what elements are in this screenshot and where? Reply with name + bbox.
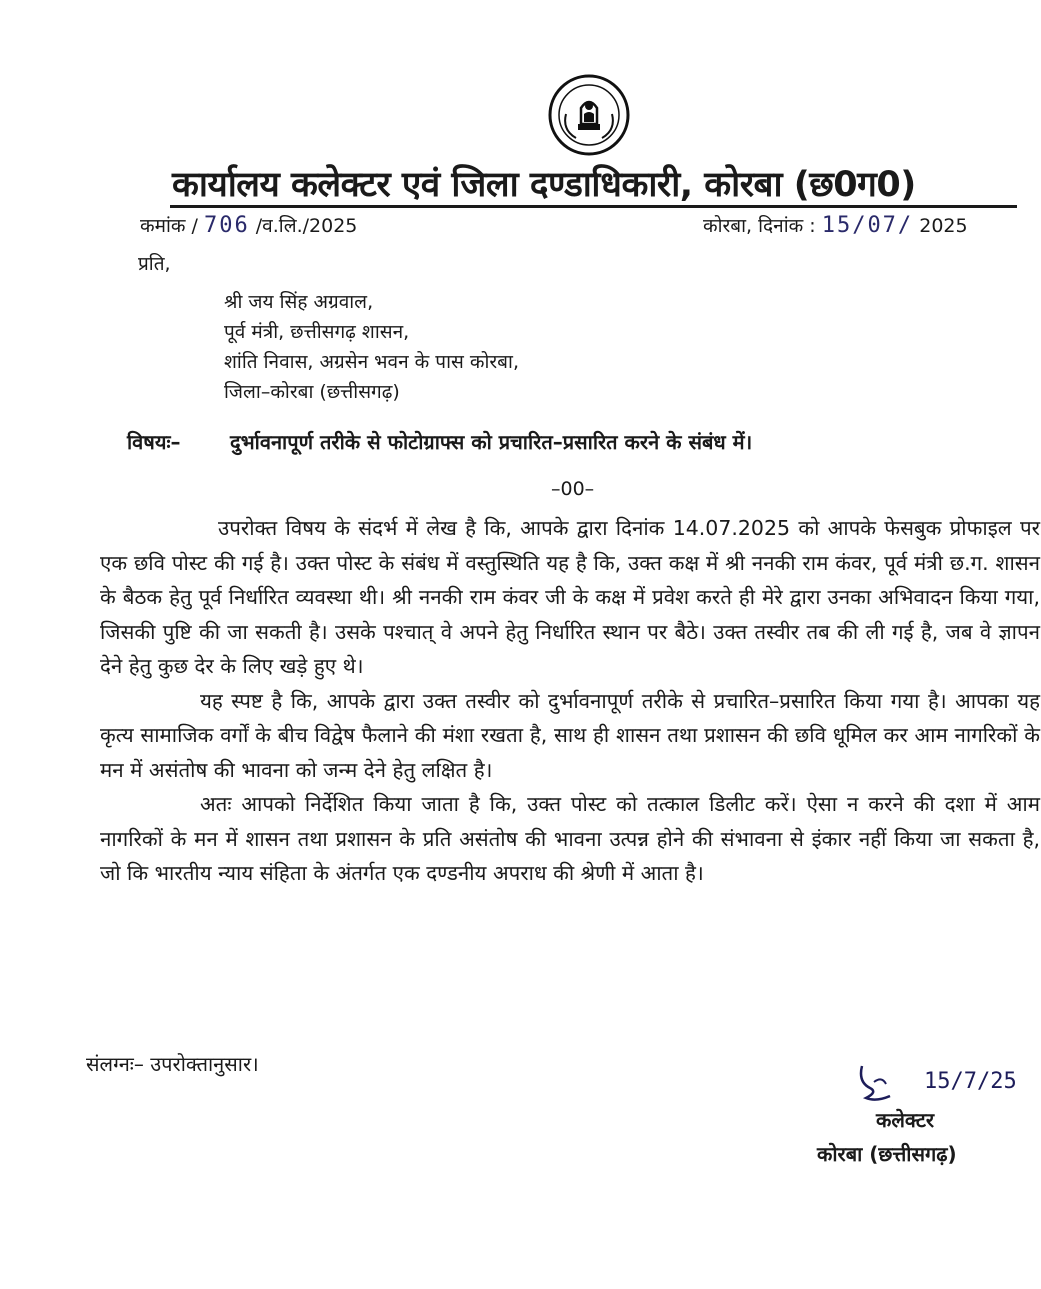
subject-label: विषयः– [127, 430, 181, 454]
place-label: कोरबा, दिनांक : [703, 215, 816, 237]
enclosure-note: संलग्नः– उपरोक्तानुसार। [86, 1052, 259, 1076]
reference-date [703, 212, 968, 238]
state-emblem-icon [548, 74, 630, 156]
signature-icon [856, 1052, 1036, 1112]
recipient-address [224, 287, 519, 407]
address-line: पूर्व मंत्री, छत्तीसगढ़ शासन, [224, 321, 410, 343]
letter-body [100, 511, 1040, 891]
section-divider: –00– [551, 478, 595, 500]
signatory-place: कोरबा (छत्तीसगढ़) [817, 1142, 957, 1166]
body-paragraph: उपरोक्त विषय के संदर्भ में लेख है कि, आपके द्वारा दिनांक 14.07.2025 को आपके फेसबुक प्रोफाइल पर एक छवि पोस्ट की गई है। उक्त पोस्ट के संबंध में वस्तुस्थिति यह है कि, उक्त कक्ष में श्री ननकी राम कंवर, पूर्व मंत्री छ.ग. शासन के बैठक हेतु पूर्व निर्धारित व्यवस्था थी। श्री ननकी राम कंवर जी के कक्ष में प्रवेश करते ही मेरे द्वारा उनका अभिवादन किया गया, जिसकी पुष्टि की जा सकती है। उसके पश्चात् वे अपने हेतु निर्धारित स्थान पर बैठे। उक्त तस्वीर तब की ली गई है, जब वे ज्ञापन देने हेतु कुछ देर के लिए खड़े हुए थे। [100, 516, 1040, 678]
recipient-label: प्रति, [138, 253, 171, 275]
office-heading: कार्यालय कलेक्टर एवं जिला दण्डाधिकारी, कोरबा (छ0ग0) [172, 165, 916, 205]
reference-suffix: /व.लि./2025 [255, 215, 358, 237]
address-line: श्री जय सिंह अग्रवाल, [224, 291, 374, 313]
body-paragraph: यह स्पष्ट है कि, आपके द्वारा उक्त तस्वीर को दुर्भावनापूर्ण तरीके से प्रचारित–प्रसारित किया गया है। आपका यह कृत्य सामाजिक वर्गों के बीच विद्वेष फैलाने की मंशा रखता है, साथ ही शासन तथा प्रशासन की छवि धूमिल कर आम नागरिकों के मन में असंतोष की भावना को जन्म देने हेतु लक्षित है। [100, 688, 1040, 782]
signatory-title: कलेक्टर [876, 1108, 935, 1132]
date-handwritten: 15/07/ [821, 213, 914, 238]
reference-number-handwritten: 706 [203, 213, 250, 238]
body-paragraph: अतः आपको निर्देशित किया जाता है कि, उक्त पोस्ट को तत्काल डिलीट करें। ऐसा न करने की दशा में आम नागरिकों के मन में शासन तथा प्रशासन के प्रति असंतोष की भावना उत्पन्न होने की संभावना से इंकार नहीं किया जा सकता है, जो कि भारतीय न्याय संहिता के अंतर्गत एक दण्डनीय अपराध की श्रेणी में आता है। [100, 792, 1040, 885]
address-line: जिला–कोरबा (छत्तीसगढ़) [224, 381, 400, 403]
subject-text: दुर्भावनापूर्ण तरीके से फोटोग्राफ्स को प्रचारित–प्रसारित करने के संबंध में। [229, 430, 753, 454]
reference-number: कमांक / 706 /व.लि./2025 [140, 213, 358, 238]
heading-underline [170, 205, 1017, 208]
reference-prefix: कमांक [140, 215, 186, 237]
subject-line [127, 428, 752, 455]
signature-date: 15/7/25 [924, 1069, 1017, 1094]
address-line: शांति निवास, अग्रसेन भवन के पास कोरबा, [224, 351, 519, 373]
date-year: 2025 [919, 215, 968, 237]
